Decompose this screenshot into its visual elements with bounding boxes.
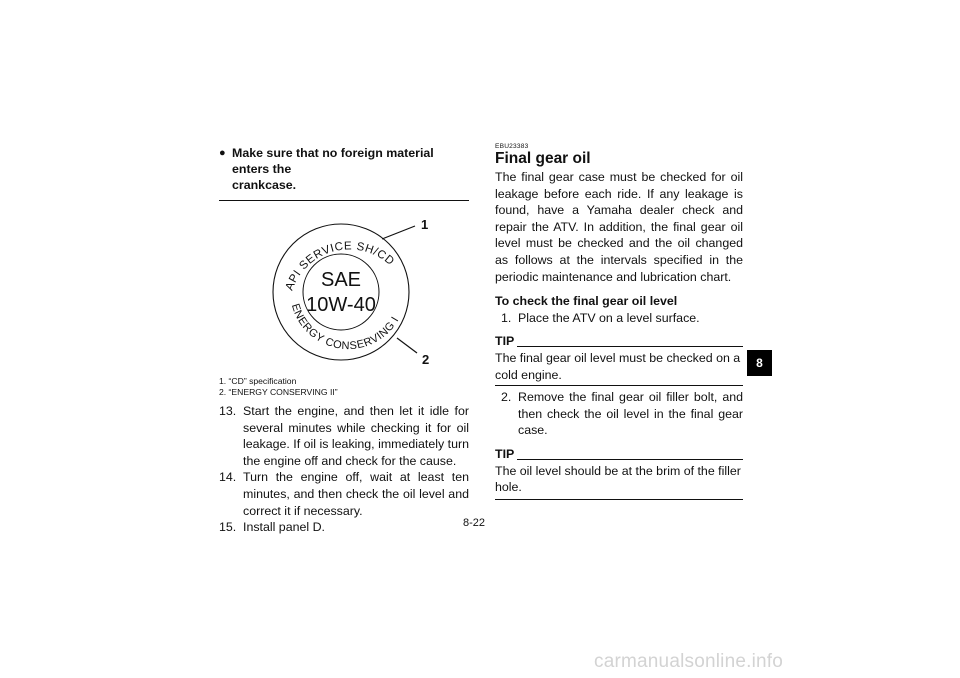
- tip-rule: [517, 346, 743, 347]
- procedure-steps: [219, 403, 469, 536]
- callout-line-1: [382, 226, 415, 239]
- callout-label-2: 2: [422, 352, 430, 367]
- step-number: 13.: [219, 404, 237, 418]
- warning-box: [219, 145, 469, 201]
- section-title: Final gear oil: [495, 150, 591, 167]
- step-text: Turn the engine off, wait at least ten minutes, and then check the oil level and correct it if necessary.: [243, 470, 469, 518]
- tip-label: TIP: [495, 334, 515, 349]
- bottom-arc-text: ENERGY CONSERVING I: [288, 302, 402, 353]
- section-code: EBU23383: [495, 143, 529, 150]
- inner-circle: [303, 254, 379, 330]
- tip-text: The oil level should be at the brim of the filler hole.: [495, 463, 743, 500]
- step-number: 2.: [501, 390, 512, 405]
- warning-line-2: [219, 177, 469, 193]
- tip-box-1: [495, 333, 743, 386]
- center-viscosity-text: 10W-40: [306, 294, 376, 316]
- step-number: 14.: [219, 470, 237, 485]
- figure-captions: [219, 376, 469, 398]
- step-15: [219, 519, 469, 536]
- section-intro: The final gear case must be checked for oil leakage before each ride. If any leakage is found, have a Yamaha dealer check and repair the ATV. In addition, the final gear oil level must be checked and the oil changed as follows at the intervals specified in the periodic maintenance and lubrication chart.: [495, 170, 743, 284]
- left-column: [219, 145, 469, 536]
- step-text: Install panel D.: [243, 520, 325, 535]
- chapter-tab: 8: [747, 350, 772, 376]
- caption-2: 2. “ENERGY CONSERVING II”: [219, 387, 338, 397]
- tip-heading: [495, 446, 743, 463]
- step-text: Start the engine, and then let it idle for several minutes while checking it for oil leakage. If oil is leaking, immediately turn the engine off and check for the cause.: [243, 404, 469, 468]
- step-14: [219, 469, 469, 519]
- step-number: 1.: [501, 310, 512, 325]
- tip-label: TIP: [495, 446, 515, 461]
- tip-text: The final gear oil level must be checked on a cold engine.: [495, 350, 743, 386]
- step-13: [219, 403, 469, 469]
- right-column: [495, 143, 743, 500]
- oil-api-symbol-diagram: [219, 215, 469, 373]
- watermark: carmanualsonline.info: [594, 651, 784, 672]
- top-arc-text: API SERVICE SH/CD: [283, 240, 397, 293]
- tip-heading: [495, 333, 743, 350]
- oil-label-figure: [219, 215, 469, 373]
- warning-text-2: crankcase.: [232, 178, 297, 192]
- warning-text-1: Make sure that no foreign material enters the: [232, 146, 434, 176]
- callout-line-2: [397, 338, 417, 353]
- bullet-icon: ●: [219, 147, 226, 159]
- step-number: 15.: [219, 520, 237, 535]
- step-text: Remove the final gear oil filler bolt, and then check the oil level in the final gear case.: [518, 390, 743, 438]
- step-2: [495, 389, 743, 439]
- page-number: 8-22: [463, 517, 486, 529]
- warning-line-1: [219, 145, 469, 177]
- caption-1: 1. “CD” specification: [219, 376, 297, 386]
- step-1: [495, 310, 743, 327]
- tip-rule: [517, 459, 743, 460]
- step-text: Place the ATV on a level surface.: [518, 310, 700, 325]
- tip-box-2: [495, 446, 743, 500]
- center-sae-text: SAE: [320, 269, 362, 291]
- callout-label-1: 1: [421, 217, 429, 232]
- subheading: To check the final gear oil level: [495, 294, 678, 309]
